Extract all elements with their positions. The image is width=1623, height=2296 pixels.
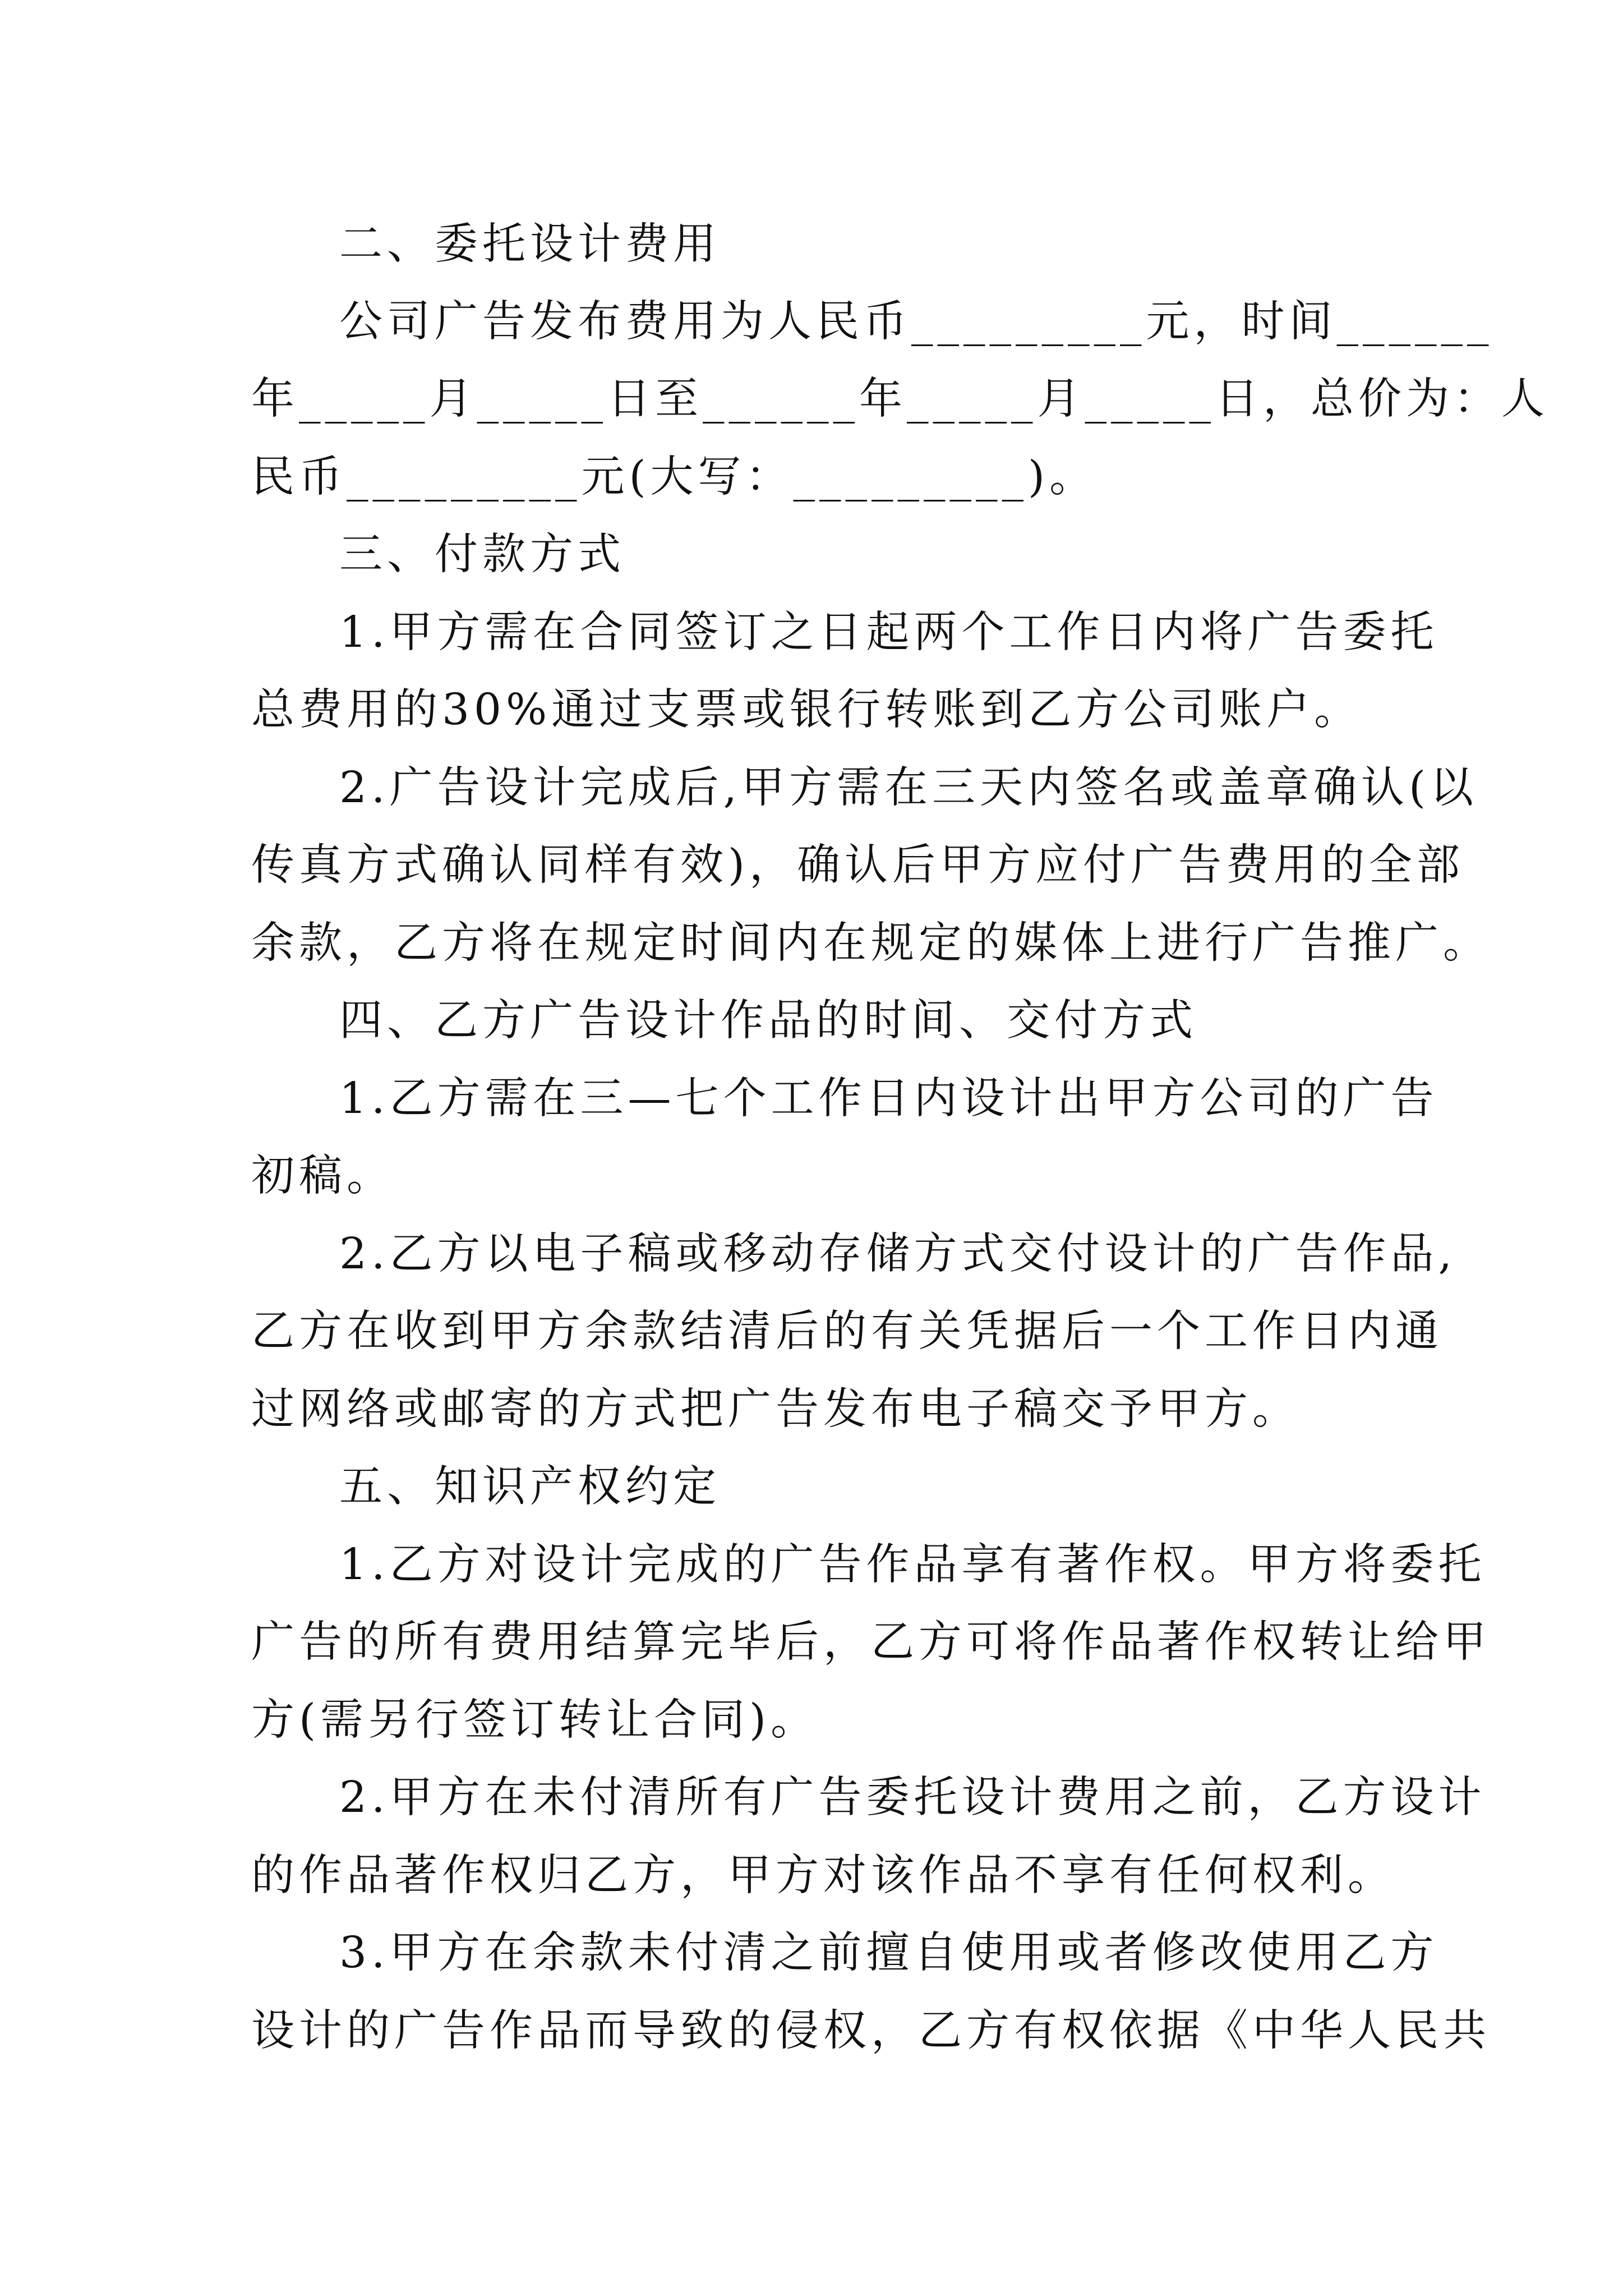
paragraph-line: 3.甲方在余款未付清之前擅自使用或者修改使用乙方 <box>339 1928 1438 1978</box>
paragraph-line: 方(需另行签订转让合同)。 <box>251 1695 819 1745</box>
section-heading: 四、乙方广告设计作品的时间、交付方式 <box>339 996 1197 1046</box>
paragraph-line: 2.乙方以电子稿或移动存储方式交付设计的广告作品, <box>339 1229 1456 1279</box>
paragraph-line: 的作品著作权归乙方，甲方对该作品不享有任何权利。 <box>251 1851 1395 1901</box>
paragraph-line: 1.乙方对设计完成的广告作品享有著作权。甲方将委托 <box>339 1540 1486 1590</box>
paragraph-line: 余款，乙方将在规定时间内在规定的媒体上进行广告推广。 <box>251 918 1491 968</box>
section-heading: 二、委托设计费用 <box>339 219 721 269</box>
paragraph-line: 传真方式确认同样有效)，确认后甲方应付广告费用的全部 <box>251 840 1465 890</box>
paragraph-line: 1.乙方需在三—七个工作日内设计出甲方公司的广告 <box>339 1074 1438 1124</box>
paragraph-line: 初稿。 <box>251 1151 394 1201</box>
paragraph-line: 过网络或邮寄的方式把广告发布电子稿交予甲方。 <box>251 1384 1300 1434</box>
paragraph-line: 乙方在收到甲方余款结清后的有关凭据后一个工作日内通 <box>251 1306 1443 1356</box>
paragraph-line: 1.甲方需在合同签订之日起两个工作日内将广告委托 <box>339 608 1438 657</box>
section-heading: 三、付款方式 <box>339 530 625 579</box>
paragraph-line: 广告的所有费用结算完毕后，乙方可将作品著作权转让给甲 <box>251 1617 1491 1667</box>
paragraph-line: 2.广告设计完成后,甲方需在三天内签名或盖章确认(以 <box>339 763 1478 813</box>
paragraph-line: 公司广告发布费用为人民币_________元，时间______ <box>339 297 1493 347</box>
section-heading: 五、知识产权约定 <box>339 1462 721 1512</box>
paragraph-line: 年_____月_____日至______年_____月_____日，总价为：人 <box>251 374 1549 424</box>
paragraph-line: 2.甲方在未付清所有广告委托设计费用之前，乙方设计 <box>339 1773 1486 1823</box>
paragraph-line: 民币_________元(大写：_________)。 <box>251 452 1098 502</box>
paragraph-line: 设计的广告作品而导致的侵权，乙方有权依据《中华人民共 <box>251 2006 1491 2056</box>
paragraph-line: 总费用的30%通过支票或银行转账到乙方公司账户。 <box>251 685 1362 735</box>
